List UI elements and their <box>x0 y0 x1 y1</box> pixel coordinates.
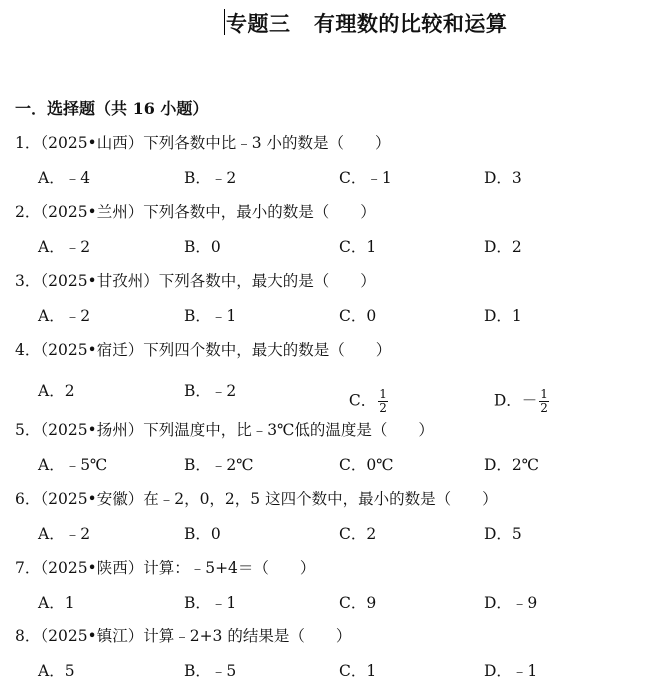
q3-option-d: D．1 <box>484 307 522 325</box>
q3-option-c: C．0 <box>339 307 377 325</box>
q5-option-c: C．0℃ <box>339 456 394 474</box>
q6-option-b: B．0 <box>184 525 221 543</box>
q7-option-c: C．9 <box>339 594 377 612</box>
q5-option-b: B．﹣2℃ <box>184 456 254 474</box>
fraction-denominator: 2 <box>379 401 387 415</box>
q4-option-d <box>484 370 549 415</box>
q4-option-d-fraction <box>539 388 549 415</box>
q8-option-c: C．1 <box>339 662 377 680</box>
q1-option-d: D．3 <box>484 169 522 187</box>
question-8-stem: 8．（2025•镇江）计算﹣2+3 的结果是（ ） <box>15 627 352 645</box>
question-2-stem: 2．（2025•兰州）下列各数中，最小的数是（ ） <box>15 203 376 221</box>
section-heading: 一．选择题（共 16 小题） <box>15 99 209 118</box>
fraction-numerator: 1 <box>379 387 387 401</box>
q5-option-a: A．﹣5℃ <box>38 456 108 474</box>
question-3-stem: 3．（2025•甘孜州）下列各数中，最大的是（ ） <box>15 272 376 290</box>
q7-option-b: B．﹣1 <box>184 594 237 612</box>
q8-option-a: A．5 <box>38 662 75 680</box>
q7-option-d: D．﹣9 <box>484 594 538 612</box>
fraction-numerator: 1 <box>540 387 548 401</box>
question-6-stem: 6．（2025•安徽）在﹣2，0，2，5 这四个数中，最小的数是（ ） <box>15 490 498 508</box>
q4-option-a: A．2 <box>38 382 75 400</box>
q1-option-a: A．﹣4 <box>38 169 91 187</box>
q2-option-c: C．1 <box>339 238 377 256</box>
q8-option-d: D．﹣1 <box>484 662 538 680</box>
q6-option-c: C．2 <box>339 525 377 543</box>
question-1-stem: 1．（2025•山西）下列各数中比﹣3 小的数是（ ） <box>15 134 391 152</box>
q4-option-b: B．﹣2 <box>184 382 237 400</box>
q1-option-b: B．﹣2 <box>184 169 237 187</box>
fraction-denominator: 2 <box>540 401 548 415</box>
question-5-stem: 5．（2025•扬州）下列温度中，比﹣3℃低的温度是（ ） <box>15 421 434 439</box>
q4-option-c-fraction <box>378 388 388 415</box>
question-4-stem: 4．（2025•宿迁）下列四个数中，最大的数是（ ） <box>15 341 392 359</box>
q4-option-c <box>339 370 388 415</box>
q2-option-b: B．0 <box>184 238 221 256</box>
text-cursor <box>224 9 225 35</box>
q3-option-b: B．﹣1 <box>184 307 237 325</box>
question-7-stem: 7．（2025•陕西）计算：﹣5+4＝（ ） <box>15 559 316 577</box>
q7-option-a: A．1 <box>38 594 75 612</box>
q8-option-b: B．﹣5 <box>184 662 237 680</box>
q2-option-a: A．﹣2 <box>38 238 91 256</box>
q3-option-a: A．﹣2 <box>38 307 91 325</box>
q5-option-d: D．2℃ <box>484 456 540 474</box>
q2-option-d: D．2 <box>484 238 522 256</box>
page-title: 专题三 有理数的比较和运算 <box>226 11 508 36</box>
q4-option-d-label: D．－ <box>493 391 538 410</box>
q6-option-a: A．﹣2 <box>38 525 91 543</box>
q4-option-c-label: C． <box>348 391 377 410</box>
q1-option-c: C．﹣1 <box>339 169 392 187</box>
q6-option-d: D．5 <box>484 525 522 543</box>
